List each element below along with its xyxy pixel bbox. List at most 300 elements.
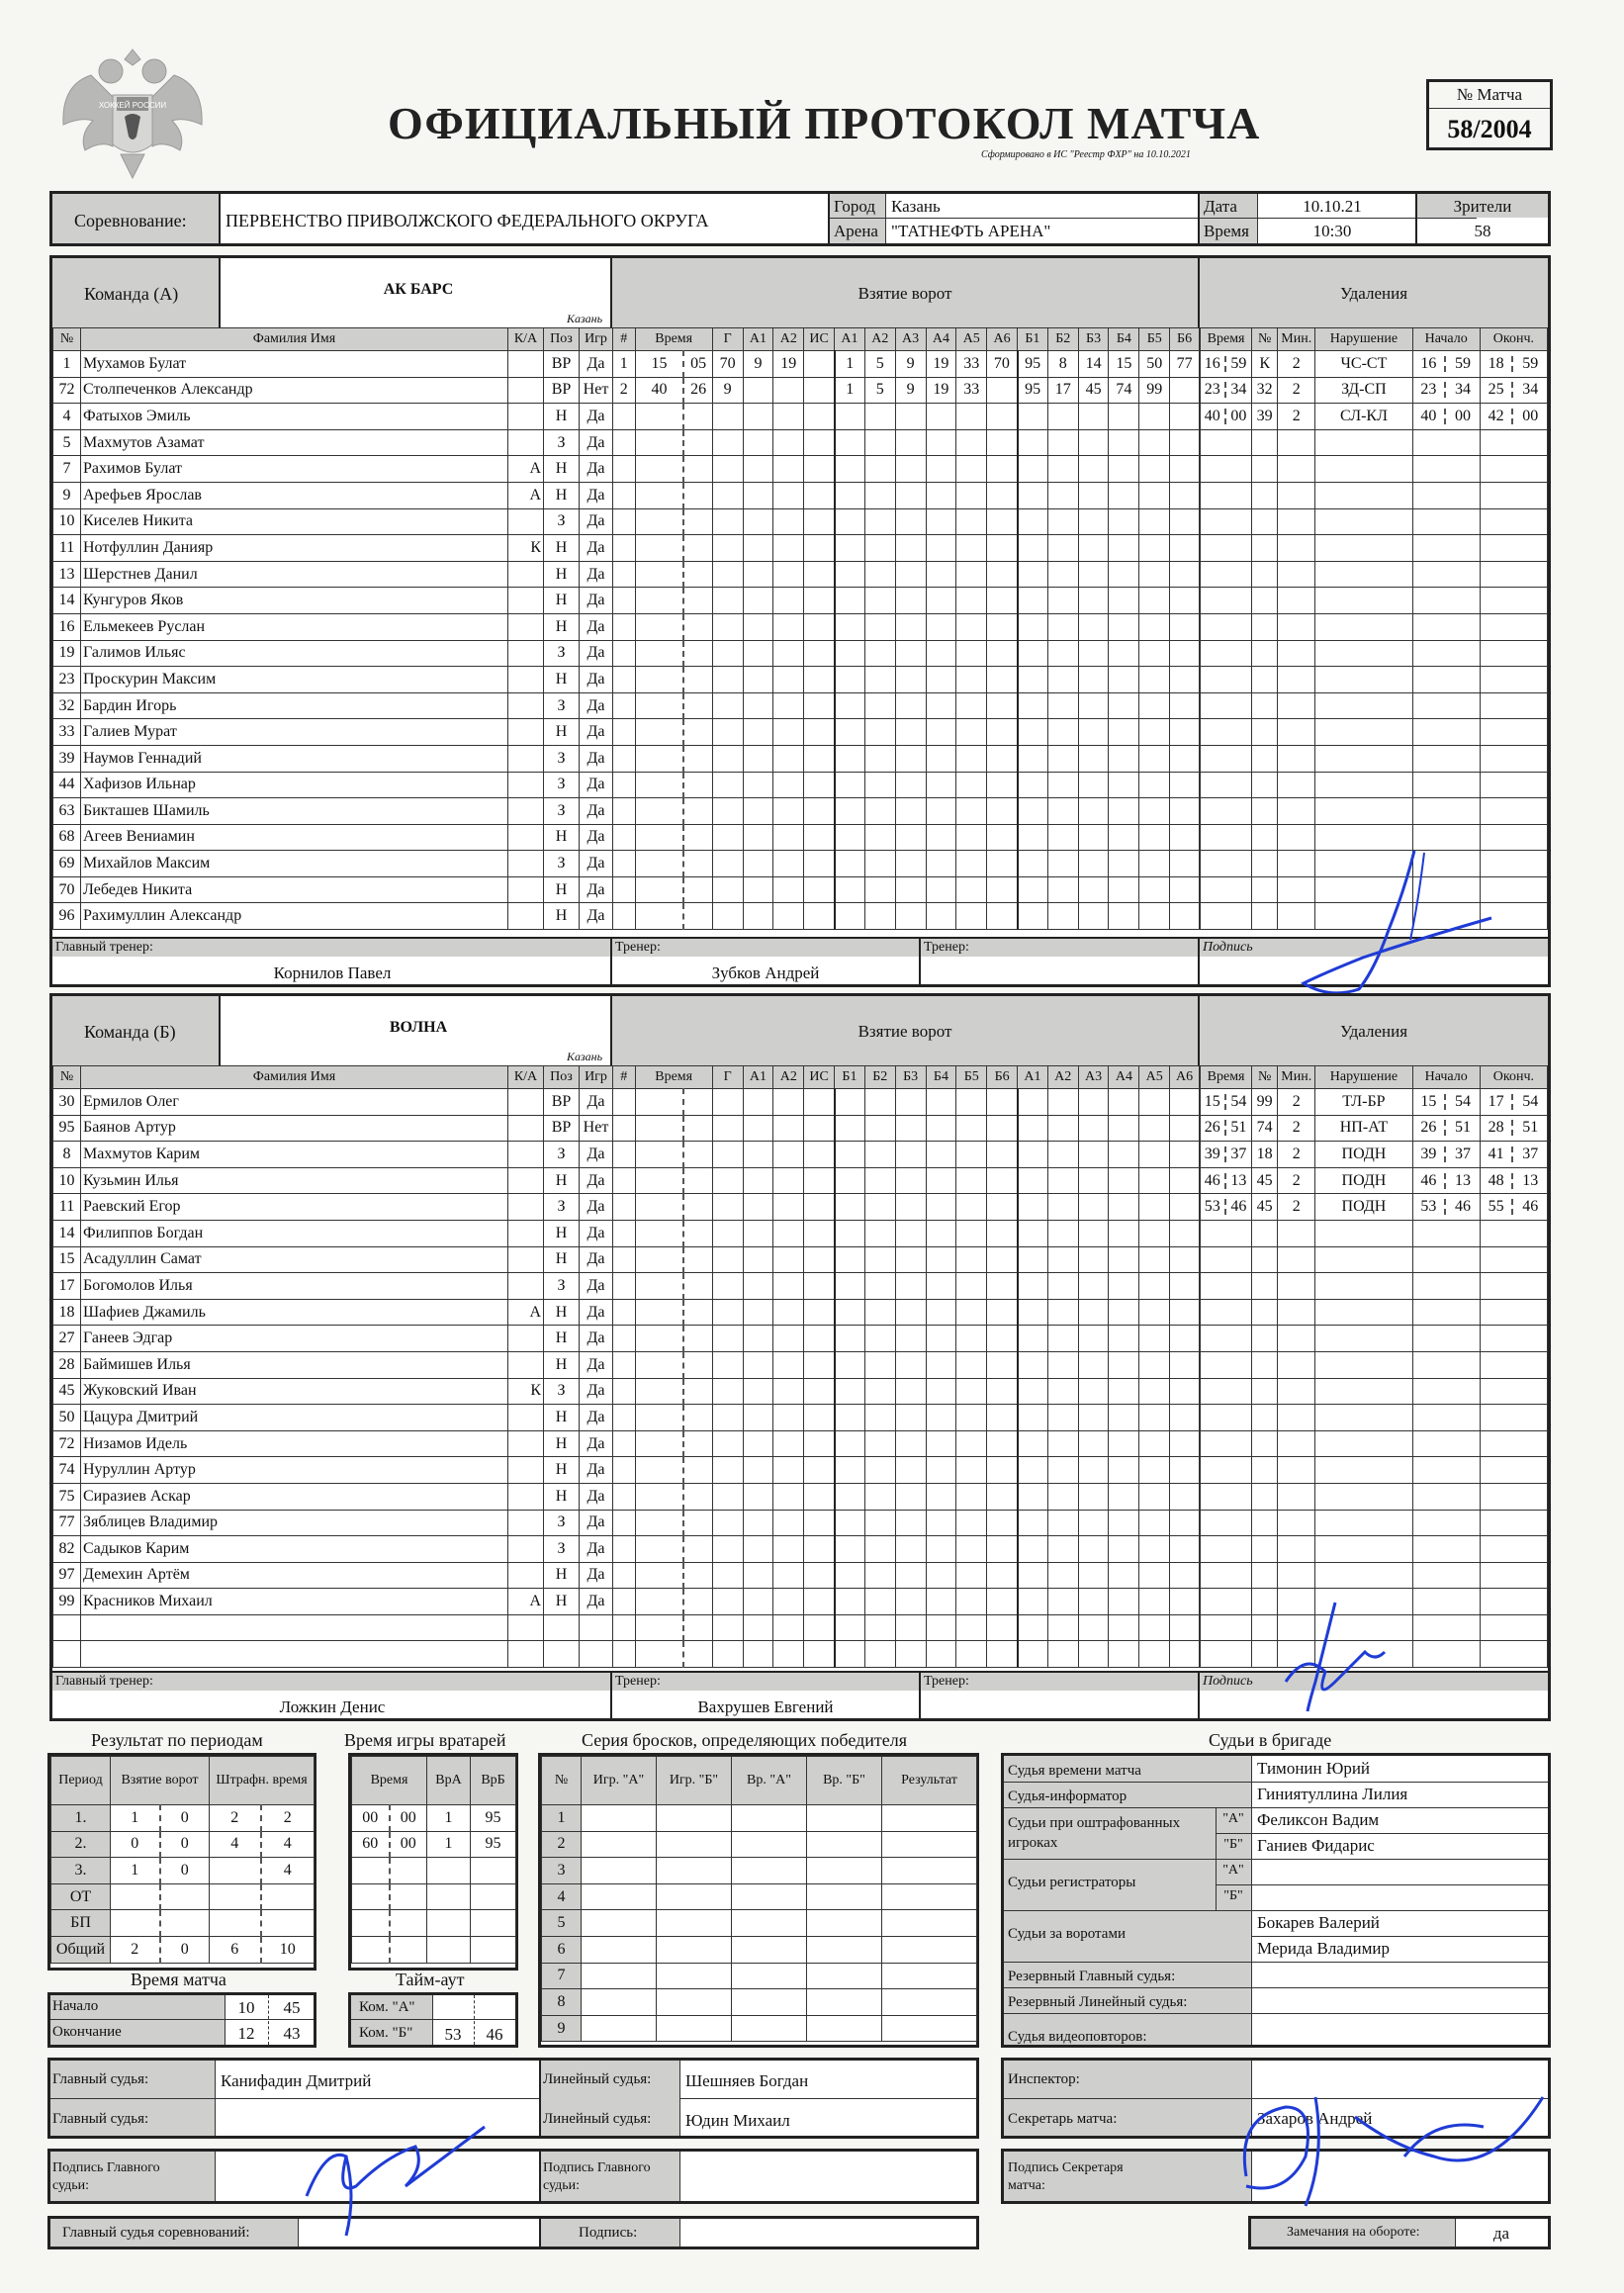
goal-cell (895, 429, 926, 456)
player-role (508, 588, 544, 614)
goal-cell (987, 1430, 1018, 1457)
pen-player (1252, 561, 1278, 588)
pen-minutes: 2 (1278, 1115, 1315, 1142)
goal-cell (956, 588, 987, 614)
goal-cell (683, 1510, 712, 1536)
goal-cell (1109, 876, 1139, 903)
player-number: 7 (53, 456, 81, 483)
goal-cell (1018, 1483, 1048, 1510)
goal-cell (804, 377, 835, 404)
pen-time (1201, 1115, 1252, 1142)
goal-cell (956, 1194, 987, 1221)
goal-cell (1170, 1510, 1200, 1536)
match-number-box (1426, 79, 1553, 150)
player-number: 77 (53, 1510, 81, 1536)
goal-cell (743, 640, 773, 667)
goal-cell (635, 1536, 683, 1563)
pen-minutes (1278, 561, 1315, 588)
goal-cell (1047, 1405, 1078, 1431)
team-a-signature (1266, 841, 1543, 1009)
goal-cell (1139, 1483, 1170, 1510)
goal-cell (864, 1589, 895, 1615)
pen-time-sec: 13 (1230, 1171, 1247, 1189)
player-plays: Да (580, 351, 613, 378)
period-value (261, 1883, 315, 1910)
player-name: Галиев Мурат (81, 719, 508, 746)
pen-minutes: 2 (1278, 1142, 1315, 1168)
player-name: Проскурин Максим (81, 667, 508, 693)
goal-cell (956, 1326, 987, 1352)
pen-start (1412, 745, 1480, 772)
period-name: 3. (51, 1858, 111, 1884)
goal-cell (987, 1641, 1018, 1668)
goal-cell (635, 1194, 683, 1221)
goal-row (613, 824, 1200, 851)
player-number: 50 (53, 1405, 81, 1431)
col-header: Поз (544, 328, 580, 351)
brigade-tag: "А" (1222, 1811, 1244, 1826)
spectators-value: 58 (1474, 222, 1491, 240)
goal-cell (683, 851, 712, 877)
col-header: № (53, 1066, 81, 1089)
goal-cell (1078, 1641, 1109, 1668)
player-name: Нуруллин Артур (81, 1457, 508, 1484)
line-ref-1: Шешняев Богдан (685, 2071, 809, 2090)
penalty-row (1201, 561, 1548, 588)
goalie-cell (352, 1883, 390, 1910)
goal-cell (926, 404, 956, 430)
goal-cell (1139, 745, 1170, 772)
goal-cell (987, 535, 1018, 562)
player-number: 75 (53, 1483, 81, 1510)
player-role (508, 351, 544, 378)
player-position: З (544, 1378, 580, 1405)
pen-minutes (1278, 508, 1315, 535)
goal-cell (1170, 1378, 1200, 1405)
table-row (53, 667, 613, 693)
goal-cell (926, 1614, 956, 1641)
player-position: Н (544, 456, 580, 483)
goal-cell (1109, 824, 1139, 851)
goal-cell (1109, 1115, 1139, 1142)
goal-cell (987, 1246, 1018, 1273)
goal-cell (773, 377, 804, 404)
pen-time (1201, 351, 1252, 378)
goal-row (613, 613, 1200, 640)
goal-cell (864, 1510, 895, 1536)
goal-cell (864, 772, 895, 798)
goal-cell (1170, 692, 1200, 719)
goal-cell (1047, 745, 1078, 772)
goal-row (613, 1589, 1200, 1615)
pen-time (1201, 1483, 1252, 1510)
player-plays: Да (580, 1220, 613, 1246)
match-number: 58/2004 (1447, 115, 1532, 143)
shootout-row (542, 1910, 977, 1937)
table-row (53, 1483, 613, 1510)
goal-cell (895, 1589, 926, 1615)
goal-cell (804, 1457, 835, 1484)
player-number: 9 (53, 482, 81, 508)
goal-cell (956, 1220, 987, 1246)
goal-cell (956, 1405, 987, 1431)
goal-cell (1078, 1142, 1109, 1168)
shootout-cell (657, 2015, 732, 2042)
goal-row (613, 1115, 1200, 1142)
brigade-ref-name: Бокарев Валерий (1257, 1913, 1380, 1932)
player-name: Баймишев Илья (81, 1351, 508, 1378)
shootout-cell: 2 (542, 1831, 582, 1858)
pen-time (1201, 1405, 1252, 1431)
player-position: Н (544, 613, 580, 640)
pen-infraction (1315, 1351, 1412, 1378)
goal-cell (835, 1142, 865, 1168)
goal-cell (1170, 1641, 1200, 1668)
main-ref-label: Главный судья: (52, 2071, 149, 2087)
player-role (508, 1115, 544, 1142)
player-name: Цацура Дмитрий (81, 1405, 508, 1431)
goal-cell (987, 876, 1018, 903)
pen-player (1252, 1273, 1278, 1300)
goal-cell (895, 1378, 926, 1405)
goal-cell (683, 482, 712, 508)
pen-end (1480, 745, 1547, 772)
goalie-cell (390, 1910, 427, 1937)
pen-infraction: ПОДН (1315, 1142, 1412, 1168)
player-name: Кузьмин Илья (81, 1167, 508, 1194)
goal-cell: 9 (712, 377, 743, 404)
player-position: Н (544, 1220, 580, 1246)
goal-cell: 19 (926, 377, 956, 404)
shootout-cell (807, 2015, 882, 2042)
goal-cell (1109, 1378, 1139, 1405)
goal-row (613, 851, 1200, 877)
pen-minutes (1278, 745, 1315, 772)
player-role (508, 1194, 544, 1221)
pen-infraction (1315, 482, 1412, 508)
pen-start (1412, 588, 1480, 614)
player-name: Хафизов Ильнар (81, 772, 508, 798)
pen-player (1252, 1483, 1278, 1510)
pen-end (1480, 640, 1547, 667)
shootout-cell (732, 1883, 807, 1910)
pen-player (1252, 429, 1278, 456)
goal-cell (926, 429, 956, 456)
pen-player (1252, 482, 1278, 508)
goal-cell (987, 1405, 1018, 1431)
goal-cell (956, 719, 987, 746)
shootout-cell (582, 1910, 657, 1937)
period-value (111, 1883, 160, 1910)
goal-cell (613, 1405, 636, 1431)
goal-cell (895, 876, 926, 903)
goal-cell (1078, 1273, 1109, 1300)
table-row (53, 1142, 613, 1168)
arena-label: Арена (834, 222, 878, 240)
goal-cell (773, 1510, 804, 1536)
penalty-col-header: Оконч. (1480, 328, 1547, 351)
pen-start-sec: 59 (1454, 354, 1471, 372)
goalie-row (352, 1883, 516, 1910)
pen-end (1480, 351, 1547, 378)
penalty-row (1201, 1273, 1548, 1300)
table-row (53, 1273, 613, 1300)
table-row (53, 640, 613, 667)
team-a-sign-label: Подпись (1203, 940, 1253, 955)
goal-cell (956, 1167, 987, 1194)
goal-cell (926, 1194, 956, 1221)
goal-cell (1047, 1457, 1078, 1484)
goal-cell: 74 (1109, 377, 1139, 404)
goal-cell (613, 772, 636, 798)
player-plays: Да (580, 667, 613, 693)
goal-cell (1109, 1641, 1139, 1668)
player-plays: Да (580, 1405, 613, 1431)
brigade-tag: "А" (1222, 1863, 1244, 1878)
team-b-sign-label: Подпись (1203, 1674, 1253, 1689)
player-name: Ермилов Олег (81, 1089, 508, 1116)
goal-cell (1078, 1562, 1109, 1589)
goal-cell (1139, 1405, 1170, 1431)
pen-end (1480, 482, 1547, 508)
goal-cell (635, 1430, 683, 1457)
pen-end (1480, 719, 1547, 746)
goal-cell (926, 1378, 956, 1405)
goal-row (613, 1378, 1200, 1405)
pen-start (1412, 1167, 1480, 1194)
goal-cell (1018, 1430, 1048, 1457)
goal-cell (864, 1457, 895, 1484)
goal-col-header: А6 (1170, 1066, 1200, 1089)
player-plays: Да (580, 588, 613, 614)
player-plays: Да (580, 1089, 613, 1116)
main-ref-label-2: Главный судья: (52, 2111, 149, 2127)
table-row (53, 482, 613, 508)
goal-col-header: А5 (956, 328, 987, 351)
goal-cell (987, 798, 1018, 825)
goal-cell (683, 1430, 712, 1457)
player-role (508, 1405, 544, 1431)
goal-cell (804, 903, 835, 930)
goal-cell (613, 824, 636, 851)
goal-cell (835, 1457, 865, 1484)
goal-cell (613, 1510, 636, 1536)
goal-cell (1018, 903, 1048, 930)
goal-cell (804, 1562, 835, 1589)
brigade-role-label: Судья видеоповторов: (1008, 2029, 1147, 2045)
goal-cell (712, 1351, 743, 1378)
pen-infraction: ТЛ-БР (1315, 1089, 1412, 1116)
goal-cell (835, 482, 865, 508)
goal-cell (712, 1510, 743, 1536)
goal-col-header: А4 (926, 328, 956, 351)
player-position: З (544, 1142, 580, 1168)
goal-cell (864, 1142, 895, 1168)
goal-cell (1078, 851, 1109, 877)
goal-cell (1018, 508, 1048, 535)
pen-start (1412, 1089, 1480, 1116)
goal-cell (864, 1194, 895, 1221)
goalie-cell (390, 1883, 427, 1910)
goal-cell (1047, 692, 1078, 719)
goal-cell (773, 613, 804, 640)
pen-start-sec: 46 (1454, 1198, 1471, 1216)
goal-cell: 14 (1078, 351, 1109, 378)
goal-cell (1018, 429, 1048, 456)
brigade-role-label: Судьи при оштрафованных игроках (1008, 1815, 1181, 1852)
penalty-row (1201, 1220, 1548, 1246)
goal-cell (773, 1378, 804, 1405)
goal-row (613, 1194, 1200, 1221)
competition-value: ПЕРВЕНСТВО ПРИВОЛЖСКОГО ФЕДЕРАЛЬНОГО ОКРУГА (226, 211, 709, 230)
goal-cell (1047, 1273, 1078, 1300)
secretary-signature (1207, 2058, 1563, 2226)
goal-cell (712, 561, 743, 588)
goal-cell (743, 876, 773, 903)
pen-time-sec: 37 (1230, 1145, 1247, 1162)
goal-cell (1047, 508, 1078, 535)
goal-cell (926, 903, 956, 930)
goal-cell (1047, 1430, 1078, 1457)
goal-cell (1047, 1641, 1078, 1668)
table-row (53, 1614, 613, 1641)
goalie-cell: 00 (390, 1831, 427, 1858)
shootout-cell (807, 1858, 882, 1884)
end-label: Окончание (52, 2024, 122, 2040)
goal-cell (1047, 667, 1078, 693)
goal-cell (1139, 903, 1170, 930)
goal-cell (895, 1351, 926, 1378)
table-row (53, 429, 613, 456)
player-position: Н (544, 876, 580, 903)
player-name: Асадуллин Самат (81, 1246, 508, 1273)
goal-cell (613, 1457, 636, 1484)
goal-cell: 40 (635, 377, 683, 404)
pen-end (1480, 1378, 1547, 1405)
pen-minutes (1278, 1246, 1315, 1273)
goal-row (613, 772, 1200, 798)
goal-row (613, 588, 1200, 614)
goal-cell (1047, 1614, 1078, 1641)
goal-cell (835, 1326, 865, 1352)
city-label: Город (834, 197, 875, 216)
goal-cell (683, 1089, 712, 1116)
goal-cell (835, 1273, 865, 1300)
goal-cell (712, 1089, 743, 1116)
pen-time-sec: 34 (1230, 381, 1247, 399)
goal-cell (743, 772, 773, 798)
goal-cell (743, 429, 773, 456)
goal-cell (1109, 1351, 1139, 1378)
pen-minutes (1278, 482, 1315, 508)
penalty-col-header: Оконч. (1480, 1066, 1547, 1089)
player-role (508, 1351, 544, 1378)
goal-cell (635, 1641, 683, 1668)
penalty-row (1201, 1246, 1548, 1273)
goal-cell: 9 (895, 351, 926, 378)
shootout-col-header: Вр. "Б" (807, 1757, 882, 1805)
shootout-cell (732, 1910, 807, 1937)
goal-cell (895, 1510, 926, 1536)
pen-player: 99 (1252, 1089, 1278, 1116)
goal-cell (1109, 1536, 1139, 1563)
goal-cell (1170, 745, 1200, 772)
goal-cell (635, 1457, 683, 1484)
goal-col-header: Б2 (1047, 328, 1078, 351)
goal-cell (1139, 1457, 1170, 1484)
goal-cell (956, 667, 987, 693)
goal-cell (1139, 561, 1170, 588)
goal-cell (804, 1430, 835, 1457)
goal-cell (864, 692, 895, 719)
sign-secretary-label: Подпись Секретаря матча: (1008, 2160, 1124, 2194)
goal-cell (743, 903, 773, 930)
player-role (508, 1536, 544, 1563)
goal-cell: 19 (773, 351, 804, 378)
goal-cell (1018, 1562, 1048, 1589)
goal-cell (683, 404, 712, 430)
goal-cell (987, 1562, 1018, 1589)
pen-time-sec: 59 (1230, 354, 1247, 372)
goal-cell (1047, 1220, 1078, 1246)
goal-cell (835, 876, 865, 903)
goal-cell (804, 692, 835, 719)
pen-time (1201, 535, 1252, 562)
goal-cell (613, 692, 636, 719)
pen-end (1480, 1562, 1547, 1589)
goal-cell (835, 1405, 865, 1431)
secretary-label: Секретарь матча: (1008, 2111, 1118, 2127)
goal-cell (712, 429, 743, 456)
pen-infraction: ПОДН (1315, 1167, 1412, 1194)
pen-start (1412, 772, 1480, 798)
goal-cell (613, 1326, 636, 1352)
goal-cell (712, 1378, 743, 1405)
goal-cell (1170, 667, 1200, 693)
player-name: Раевский Егор (81, 1194, 508, 1221)
team-a-coach2-label: Тренер: (924, 940, 969, 955)
player-plays: Да (580, 1457, 613, 1484)
player-number: 17 (53, 1273, 81, 1300)
goal-cell (1018, 1194, 1048, 1221)
info-row (49, 191, 1551, 246)
goal-cell (712, 798, 743, 825)
goal-cell (987, 667, 1018, 693)
goal-cell (1170, 876, 1200, 903)
penalty-col-header: Время (1201, 328, 1252, 351)
goal-cell (683, 1142, 712, 1168)
player-plays: Да (580, 1510, 613, 1536)
goal-cell (1109, 903, 1139, 930)
goal-cell (956, 1457, 987, 1484)
player-name: Агеев Вениамин (81, 824, 508, 851)
goal-cell (1109, 1246, 1139, 1273)
goal-cell (1078, 456, 1109, 483)
pen-time (1201, 1510, 1252, 1536)
start-min: 45 (283, 1998, 301, 2017)
goal-cell (1139, 851, 1170, 877)
goal-cell (613, 745, 636, 772)
player-plays: Да (580, 1142, 613, 1168)
pen-minutes (1278, 429, 1315, 456)
goal-cell (712, 1273, 743, 1300)
goal-cell (1109, 745, 1139, 772)
goal-cell (683, 588, 712, 614)
goal-row (613, 1430, 1200, 1457)
goal-row (613, 798, 1200, 825)
page-title: ОФИЦИАЛЬНЫЙ ПРОТОКОЛ МАТЧА (388, 98, 1261, 148)
goal-cell (804, 456, 835, 483)
